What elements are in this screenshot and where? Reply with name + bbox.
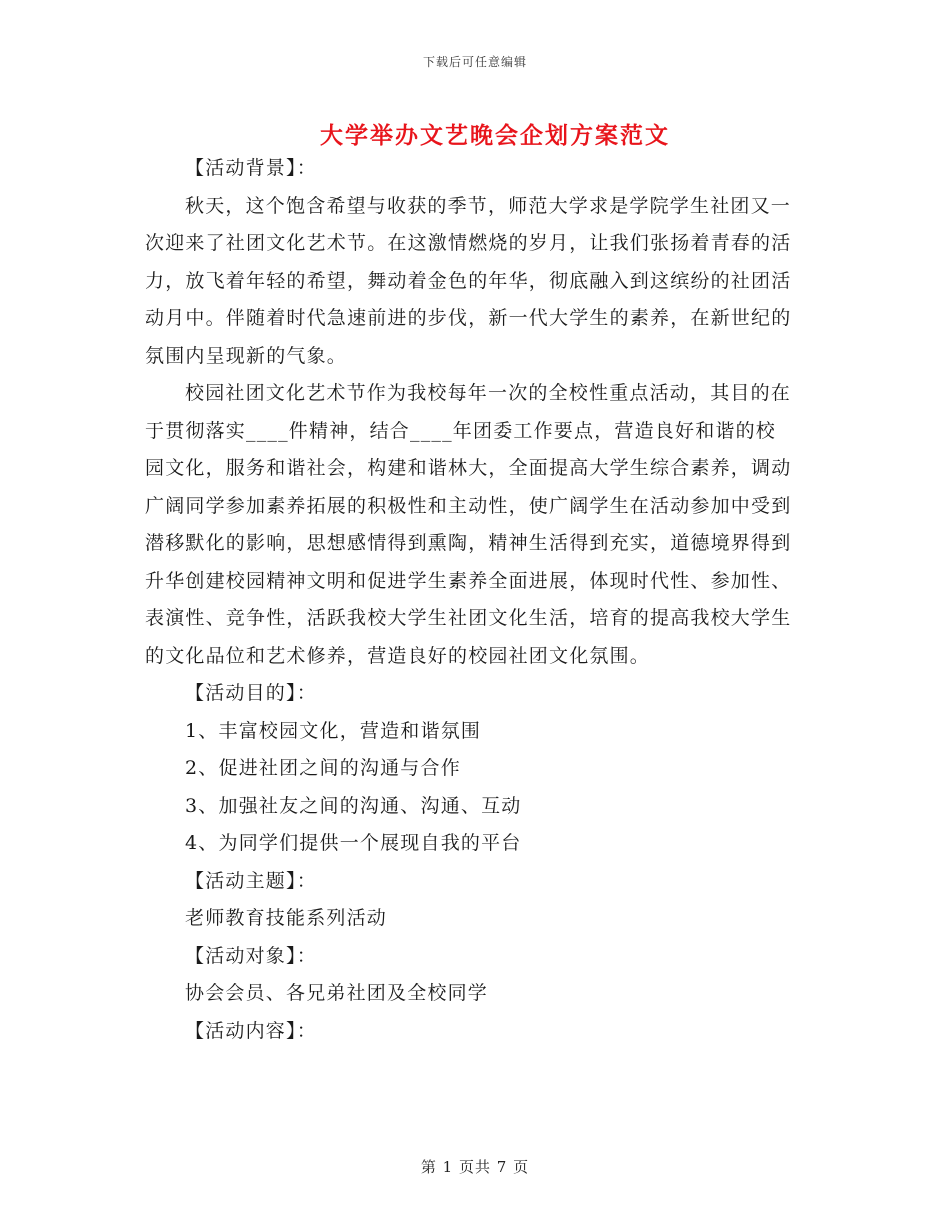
section-heading-background: 【活动背景】：	[185, 157, 317, 179]
target-text: 协会会员、各兄弟社团及全校同学	[185, 982, 489, 1004]
section-heading-purpose: 【活动目的】：	[185, 682, 317, 704]
background-paragraph-2: 校园社团文化艺术节作为我校每年一次的全校性重点活动，其目的在于贯彻落实____件精神，结合____年团委工作要点，营造良好和谐的校园文化，服务和谐社会，构建和谐林大，全面提高大学生综合素养，调动广阔同学参加素养拓展的积极性和主动性，使广阔学生在活动参加中受到潜移默化的影响，思想感情得到熏陶，精神生活得到充实，道德境界得到升华创建校园精神文明和促进学生素养全面进展，体现时代性、参加性、表演性、竞争性，活跃我校大学生社团文化生活，培育的提高我校大学生的文化品位和艺术修养，营造良好的校园社团文化氛围。	[145, 382, 792, 667]
section-heading-theme: 【活动主题】：	[185, 869, 317, 892]
header-note: 下载后可任意编辑	[422, 55, 527, 69]
purpose-item-4: 4、为同学们提供一个展现自我的平台	[185, 832, 522, 854]
purpose-item-1: 1、丰富校园文化，营造和谐氛围	[185, 719, 482, 742]
section-heading-content: 【活动内容】：	[185, 1019, 317, 1042]
document-title: 大学举办文艺晚会企划方案范文	[320, 122, 670, 149]
purpose-item-3: 3、加强社友之间的沟通、沟通、互动	[185, 794, 522, 817]
page-footer: 第 1 页共 7 页	[420, 1158, 530, 1176]
purpose-item-2: 2、促进社团之间的沟通与合作	[185, 757, 461, 779]
background-paragraph-1: 秋天，这个饱含希望与收获的季节，师范大学求是学院学生社团又一次迎来了社团文化艺术节。在这激情燃烧的岁月，让我们张扬着青春的活力，放飞着年轻的希望，舞动着金色的年华，彻底融入到这缤纷的社团活动月中。伴随着时代急速前进的步伐，新一代大学生的素养，在新世纪的氛围内呈现新的气象。	[145, 194, 792, 367]
theme-text: 老师教育技能系列活动	[185, 907, 388, 929]
section-heading-target: 【活动对象】：	[185, 944, 317, 967]
document-body	[145, 150, 795, 1050]
